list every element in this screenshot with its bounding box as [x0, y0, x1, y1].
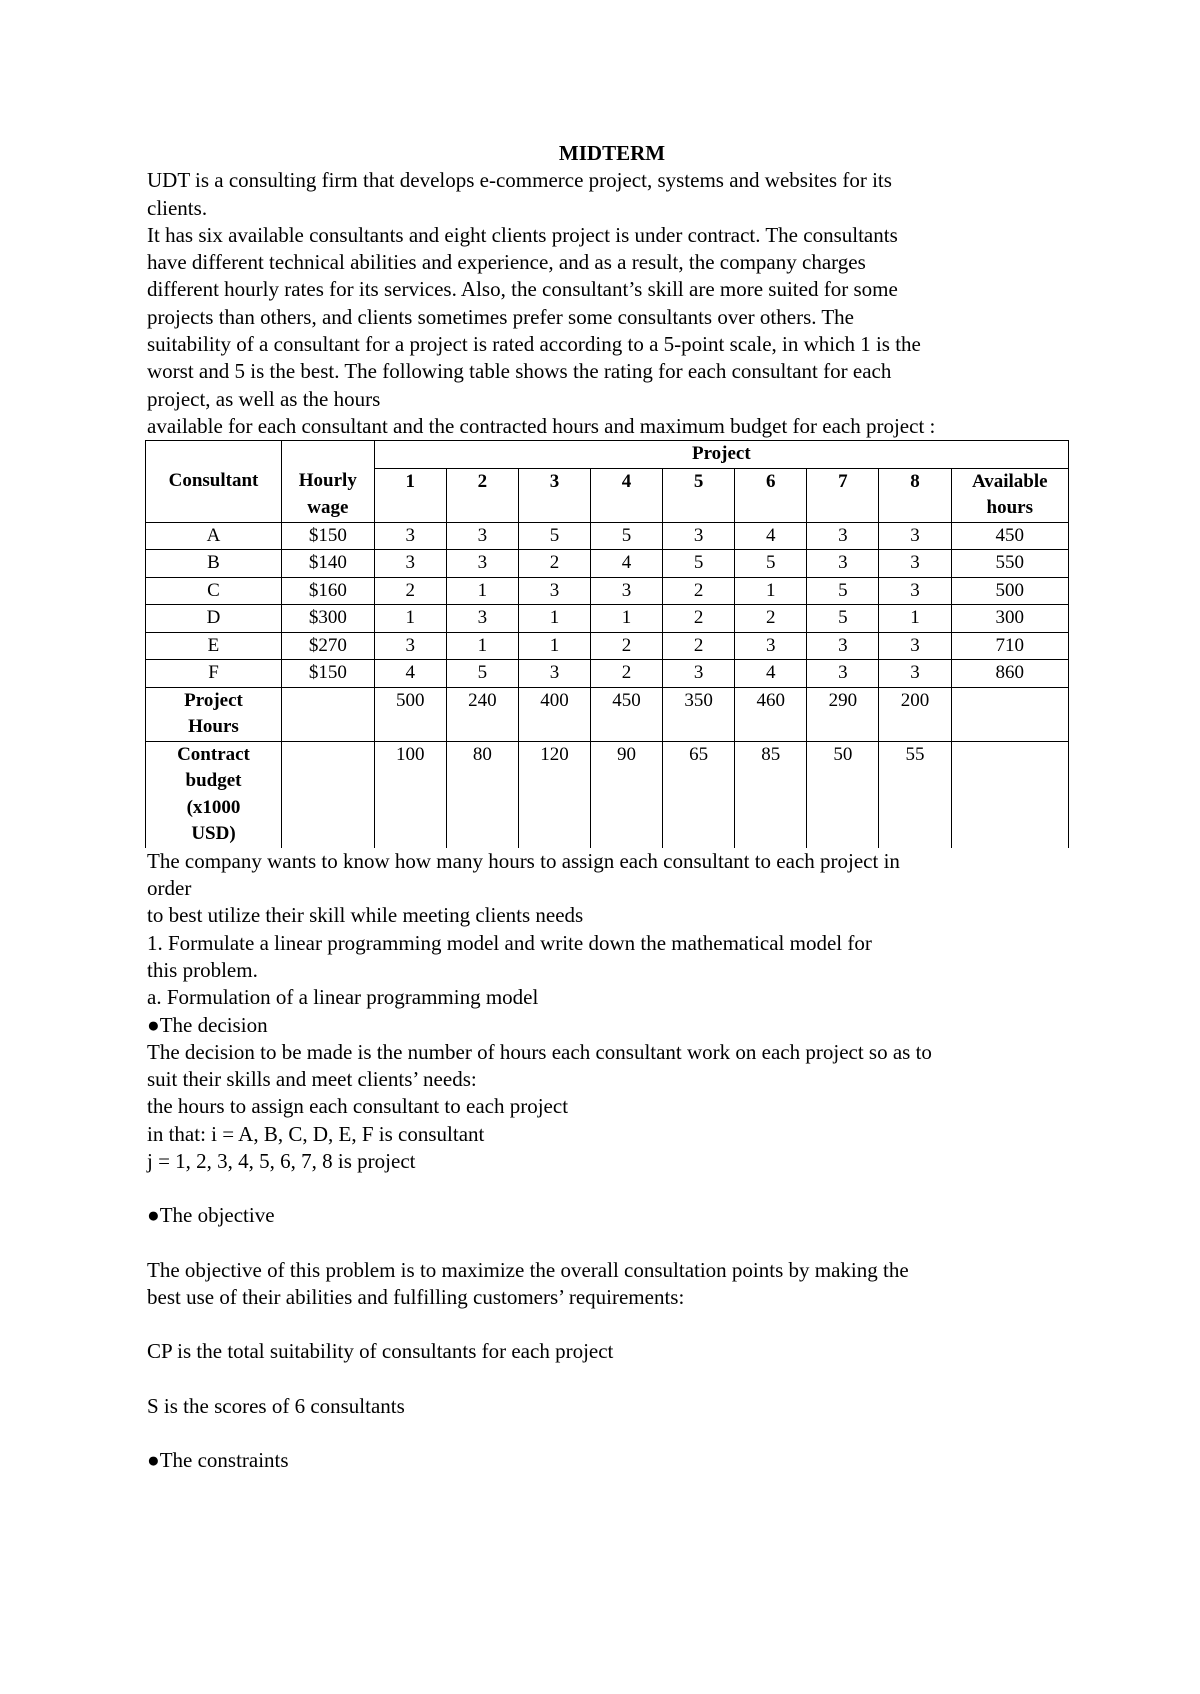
rating-cell: 2 [735, 605, 807, 633]
table-header-row [146, 468, 1069, 522]
rating-cell: 5 [807, 577, 879, 605]
text-line: The objective of this problem is to maximize the overall consultation points by making the [147, 1257, 909, 1282]
rating-cell: 1 [518, 632, 590, 660]
project-hours-label-line: Project [184, 689, 243, 711]
table-row [146, 550, 1069, 578]
empty-cell [951, 687, 1068, 741]
available-hours-cell: 300 [951, 605, 1068, 633]
rating-cell: 1 [446, 632, 518, 660]
rating-cell: 3 [374, 632, 446, 660]
text-line: CP is the total suitability of consultants for each project [147, 1339, 614, 1364]
table-corner-cell [146, 441, 282, 469]
contract-budget-cell: 90 [591, 741, 663, 848]
text-line: order [147, 876, 192, 901]
rating-cell: 2 [663, 577, 735, 605]
contract-budget-cell: 85 [735, 741, 807, 848]
bullet-icon: ● [147, 1203, 160, 1228]
decision-section [147, 1012, 1077, 1176]
text-line: the hours to assign each consultant to each project [147, 1094, 569, 1119]
available-hours-cell: 450 [951, 522, 1068, 550]
available-hours-header [951, 468, 1068, 522]
rating-cell: 2 [518, 550, 590, 578]
intro-paragraph [147, 167, 1077, 440]
table-row [146, 632, 1069, 660]
rating-cell: 1 [446, 577, 518, 605]
objective-section [147, 1202, 1077, 1419]
rating-cell: 1 [374, 605, 446, 633]
contract-budget-label-line: budget [185, 770, 242, 792]
rating-cell: 2 [591, 632, 663, 660]
text-line: suit their skills and meet clients’ needs: [147, 1067, 477, 1092]
available-hours-cell: 500 [951, 577, 1068, 605]
wage-cell: $300 [281, 605, 374, 633]
empty-cell [951, 741, 1068, 848]
wage-cell: $160 [281, 577, 374, 605]
wage-cell: $150 [281, 660, 374, 688]
rating-cell: 3 [879, 577, 951, 605]
rating-cell: 3 [879, 660, 951, 688]
table-row [146, 577, 1069, 605]
rating-cell: 3 [374, 522, 446, 550]
rating-cell: 3 [807, 522, 879, 550]
contract-budget-label-line: Contract [177, 743, 250, 765]
bullet-icon: ● [147, 1012, 160, 1037]
table-row [146, 522, 1069, 550]
table-corner-cell [281, 441, 374, 469]
consultant-rating-table [145, 440, 1069, 848]
project-header: 1 [374, 468, 446, 522]
intro-line: different hourly rates for its services. Also, the consultant’s skill are more suited for some [147, 277, 898, 302]
rating-cell: 5 [446, 660, 518, 688]
rating-cell: 1 [879, 605, 951, 633]
contract-budget-cell: 80 [446, 741, 518, 848]
project-header: 6 [735, 468, 807, 522]
hourly-wage-header-line: Hourly [298, 470, 357, 492]
project-hours-cell: 350 [663, 687, 735, 741]
constraints-heading [147, 1447, 1077, 1474]
hourly-wage-header-line: wage [307, 496, 349, 518]
intro-line: UDT is a consulting firm that develops e-commerce project, systems and websites for its [147, 168, 892, 193]
page-title: MIDTERM [558, 141, 666, 165]
rating-cell: 3 [518, 577, 590, 605]
rating-cell: 4 [591, 550, 663, 578]
project-hours-label-line: Hours [188, 716, 239, 738]
intro-line: have different technical abilities and experience, and as a result, the company charges [147, 250, 866, 275]
table-row [146, 660, 1069, 688]
wage-cell: $150 [281, 522, 374, 550]
constraints-section [147, 1447, 1077, 1474]
document-body [147, 140, 1077, 1474]
hourly-wage-header [281, 468, 374, 522]
project-group-header: Project [374, 441, 1068, 469]
consultant-cell: D [146, 605, 282, 633]
rating-cell: 2 [591, 660, 663, 688]
project-hours-cell: 290 [807, 687, 879, 741]
consultant-cell: B [146, 550, 282, 578]
intro-line: worst and 5 is the best. The following table shows the rating for each consultant for each [147, 359, 892, 384]
rating-cell: 5 [663, 550, 735, 578]
consultant-cell: C [146, 577, 282, 605]
consultant-cell: A [146, 522, 282, 550]
contract-budget-label-line: USD) [191, 823, 236, 845]
rating-cell: 5 [735, 550, 807, 578]
rating-cell: 3 [374, 550, 446, 578]
wage-cell: $270 [281, 632, 374, 660]
contract-budget-cell: 65 [663, 741, 735, 848]
spacer [147, 1420, 1077, 1447]
rating-cell: 1 [518, 605, 590, 633]
project-hours-cell: 200 [879, 687, 951, 741]
spacer [147, 1175, 1077, 1202]
consultant-cell: E [146, 632, 282, 660]
project-hours-cell: 500 [374, 687, 446, 741]
contract-budget-row [146, 741, 1069, 848]
available-hours-cell: 710 [951, 632, 1068, 660]
available-hours-header-line: Available [971, 470, 1048, 492]
consultant-cell: F [146, 660, 282, 688]
rating-cell: 3 [879, 522, 951, 550]
project-header: 7 [807, 468, 879, 522]
intro-line: It has six available consultants and eight clients project is under contract. The consultants [147, 222, 898, 247]
contract-budget-label-line: (x1000 [186, 796, 241, 818]
rating-cell: 3 [663, 660, 735, 688]
spacer [147, 1366, 1077, 1393]
objective-heading-text: The objective [159, 1203, 275, 1228]
rating-cell: 3 [591, 577, 663, 605]
project-hours-cell: 460 [735, 687, 807, 741]
rating-cell: 3 [735, 632, 807, 660]
intro-line: available for each consultant and the contracted hours and maximum budget for each project : [147, 413, 936, 438]
intro-line: clients. [147, 195, 208, 220]
rating-cell: 3 [446, 522, 518, 550]
project-hours-cell: 400 [518, 687, 590, 741]
rating-cell: 3 [446, 605, 518, 633]
available-hours-header-line: hours [986, 497, 1033, 519]
project-header: 3 [518, 468, 590, 522]
bullet-icon: ● [147, 1447, 160, 1472]
rating-cell: 4 [735, 522, 807, 550]
text-line: in that: i = A, B, C, D, E, F is consultant [147, 1121, 485, 1146]
project-hours-cell: 450 [591, 687, 663, 741]
rating-cell: 3 [807, 550, 879, 578]
rating-cell: 3 [879, 632, 951, 660]
text-line: best use of their abilities and fulfilling customers’ requirements: [147, 1284, 685, 1309]
decision-heading-text: The decision [159, 1012, 268, 1037]
contract-budget-cell: 55 [879, 741, 951, 848]
rating-cell: 1 [591, 605, 663, 633]
rating-cell: 1 [735, 577, 807, 605]
rating-cell: 3 [807, 632, 879, 660]
objective-heading [147, 1202, 1077, 1229]
project-hours-cell: 240 [446, 687, 518, 741]
project-header: 5 [663, 468, 735, 522]
empty-cell [281, 687, 374, 741]
table-row [146, 605, 1069, 633]
rating-cell: 4 [735, 660, 807, 688]
project-hours-row [146, 687, 1069, 741]
project-header: 4 [591, 468, 663, 522]
wage-cell: $140 [281, 550, 374, 578]
rating-cell: 3 [446, 550, 518, 578]
consultant-header: Consultant [146, 468, 282, 522]
rating-cell: 5 [518, 522, 590, 550]
rating-cell: 3 [879, 550, 951, 578]
project-hours-label [146, 687, 282, 741]
rating-cell: 2 [374, 577, 446, 605]
after-table-paragraph [147, 848, 1077, 1012]
text-line: to best utilize their skill while meeting clients needs [147, 903, 584, 928]
contract-budget-label [146, 741, 282, 848]
intro-line: projects than others, and clients sometimes prefer some consultants over others. The [147, 304, 855, 329]
decision-heading [147, 1012, 1077, 1039]
intro-line: project, as well as the hours [147, 386, 381, 411]
contract-budget-cell: 50 [807, 741, 879, 848]
rating-cell: 2 [663, 632, 735, 660]
text-line: The company wants to know how many hours to assign each consultant to each project in [147, 848, 900, 873]
available-hours-cell: 550 [951, 550, 1068, 578]
rating-cell: 3 [807, 660, 879, 688]
table-group-header-row [146, 441, 1069, 469]
empty-cell [281, 741, 374, 848]
project-header: 8 [879, 468, 951, 522]
rating-cell: 5 [591, 522, 663, 550]
text-line: The decision to be made is the number of hours each consultant work on each project so as to [147, 1039, 932, 1064]
rating-cell: 2 [663, 605, 735, 633]
rating-cell: 3 [663, 522, 735, 550]
project-header: 2 [446, 468, 518, 522]
rating-cell: 5 [807, 605, 879, 633]
contract-budget-cell: 100 [374, 741, 446, 848]
text-line: this problem. [147, 957, 258, 982]
rating-cell: 3 [518, 660, 590, 688]
text-line: a. Formulation of a linear programming model [147, 985, 539, 1010]
text-line: 1. Formulate a linear programming model and write down the mathematical model for [147, 930, 872, 955]
constraints-heading-text: The constraints [159, 1447, 289, 1472]
text-line: S is the scores of 6 consultants [147, 1393, 405, 1418]
available-hours-cell: 860 [951, 660, 1068, 688]
spacer [147, 1230, 1077, 1257]
text-line: j = 1, 2, 3, 4, 5, 6, 7, 8 is project [147, 1149, 416, 1174]
rating-cell: 4 [374, 660, 446, 688]
spacer [147, 1311, 1077, 1338]
contract-budget-cell: 120 [518, 741, 590, 848]
intro-line: suitability of a consultant for a project is rated according to a 5-point scale, in which 1 is the [147, 332, 921, 357]
